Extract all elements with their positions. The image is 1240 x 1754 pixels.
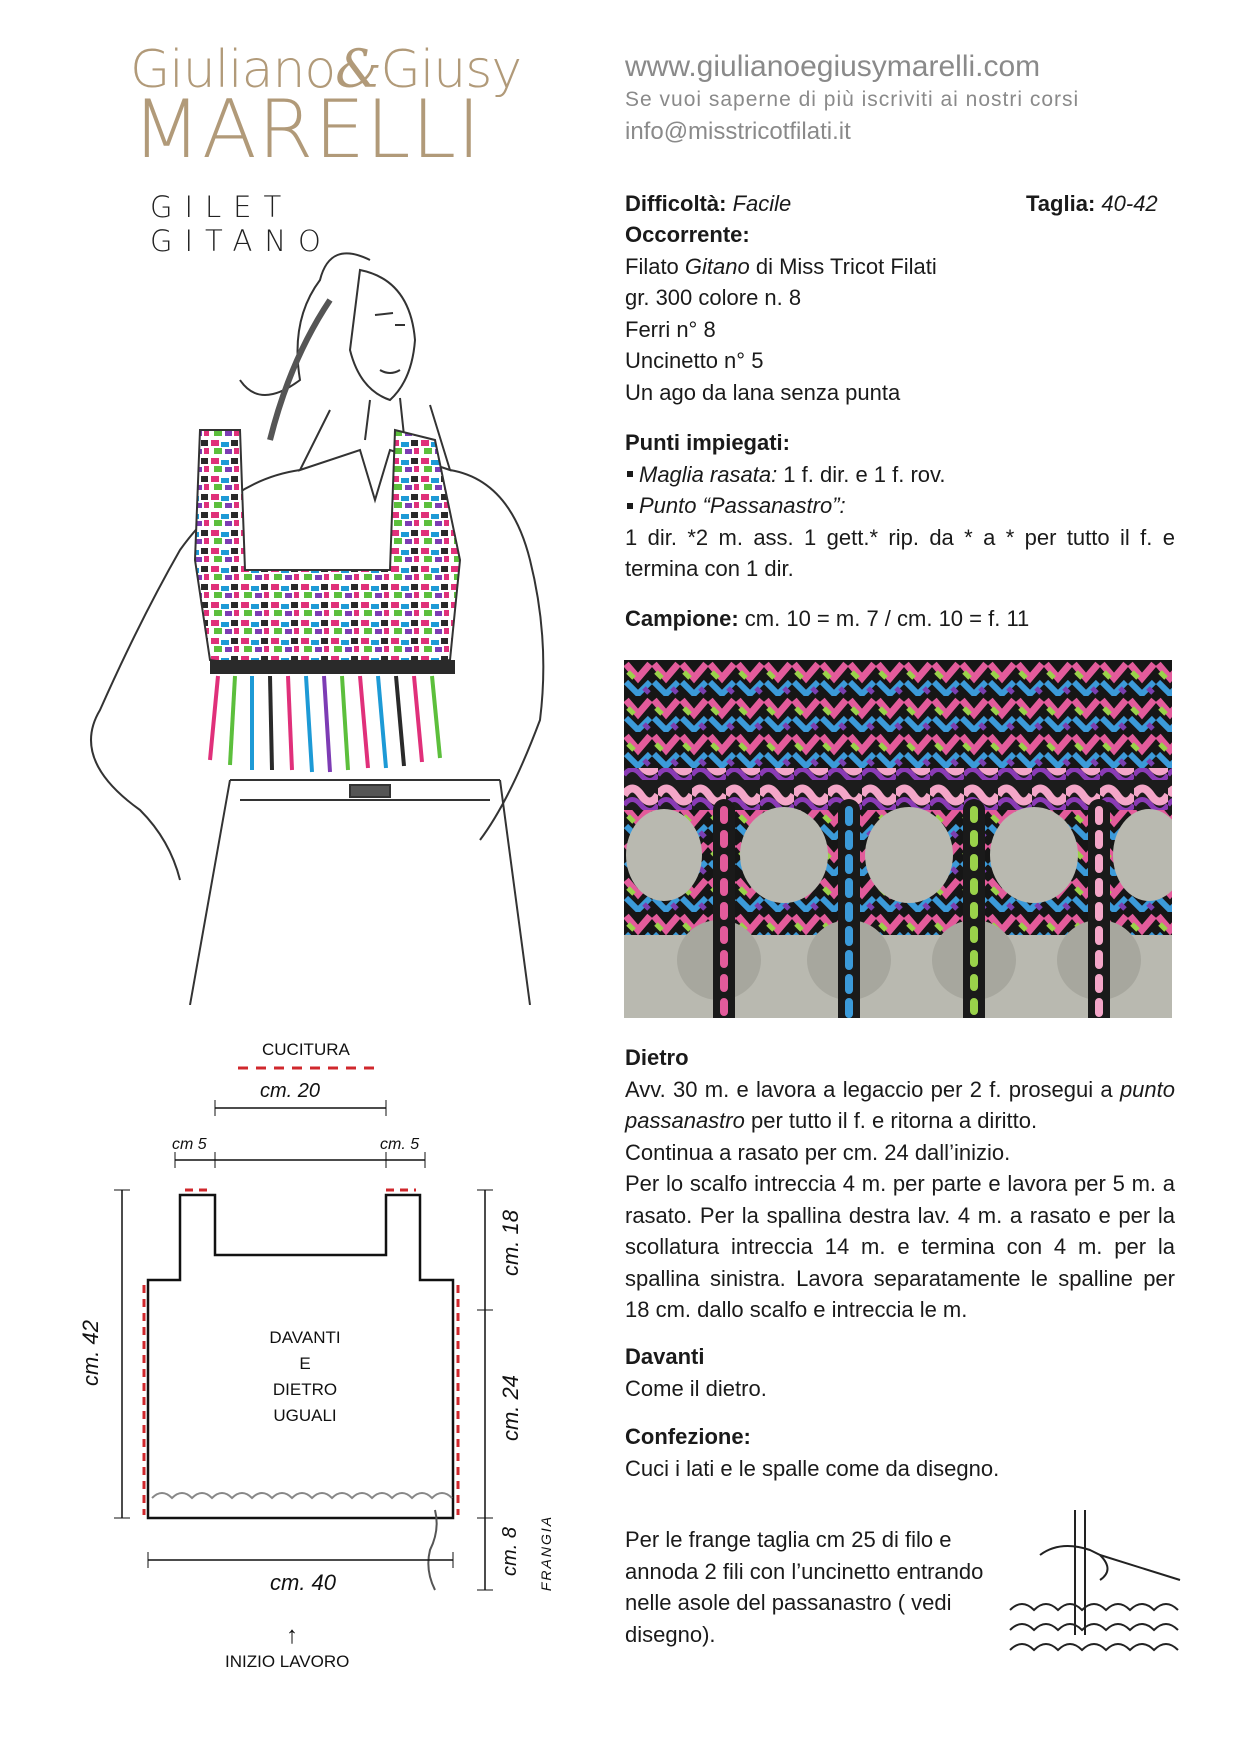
front-section: Davanti Come il dietro. [625, 1341, 1175, 1404]
fringe-knot-illustration [1000, 1510, 1200, 1660]
stitch-item: Punto “Passanastro”: [625, 490, 1175, 522]
gauge: Campione: cm. 10 = m. 7 / cm. 10 = f. 11 [625, 606, 1030, 631]
brand-name-line1: Giuliano&Giusy [130, 40, 522, 100]
bullet-icon [627, 503, 633, 509]
fashion-sketch-illustration [30, 240, 590, 1005]
dim-shoulder-left: cm 5 [172, 1136, 207, 1153]
dim-total-height: cm. 42 [78, 1319, 104, 1387]
courses-subtitle: Se vuoi saperne di più iscriviti ai nostri corsi [625, 88, 1080, 111]
brand-surname: MARELLI [132, 83, 482, 176]
dim-shoulder-right: cm. 5 [380, 1136, 420, 1153]
back-heading: Dietro [625, 1045, 689, 1070]
materials-item: Uncinetto n° 5 [625, 348, 764, 373]
stitches-section [625, 427, 1175, 585]
finishing-heading: Confezione: [625, 1424, 751, 1449]
materials-item: Ferri n° 8 [625, 316, 716, 342]
difficulty: Difficoltà: Facile [625, 191, 792, 216]
materials-section [625, 219, 1175, 408]
size: Taglia: 40-42 [1026, 191, 1158, 216]
pattern-schematic [60, 1040, 580, 1690]
seam-legend-label: CUCITURA [262, 1040, 350, 1059]
brand-ampersand: & [335, 40, 381, 100]
materials-heading: Occorrente: [625, 222, 750, 247]
model-title: GILET GITANO [150, 190, 333, 258]
email-link[interactable]: info@misstricotfilati.it [625, 118, 851, 145]
materials-item: Un ago da lana senza punta [625, 379, 901, 405]
back-section: Dietro Avv. 30 m. e lavora a legaccio per 2 f. prosegui a punto passanastro per tutto il f. e ritorna a diritto. Continua a rasato per cm. 24 dall’inizio. Per lo scalfo intreccia 4 m. per parte e lavora per 5 m. a rasato. Per la spallina destra lav. 4 m. a rasato e per la scollatura intreccia 14 m. e termina con 4 m. per la spallina sinistra. Lavora separatamente le spalline per 18 cm. dallo scalfo e intreccia le m. [625, 1042, 1175, 1326]
finishing-section: Confezione: Cuci i lati e le spalle come da disegno. [625, 1421, 1175, 1484]
fringe-label: FRANGIA [538, 1514, 555, 1592]
front-heading: Davanti [625, 1344, 705, 1369]
dim-neck-width: cm. 20 [260, 1080, 321, 1102]
yarn-swatch-photo [624, 660, 1172, 1018]
dim-body-height: cm. 24 [498, 1374, 524, 1442]
stitches-heading: Punti impiegati: [625, 430, 790, 455]
yarn-line: Filato Gitano di Miss Tricot Filati [625, 253, 937, 279]
website-link[interactable]: www.giulianoegiusymarelli.com [625, 50, 1041, 83]
stitch-item: Maglia rasata: 1 f. dir. e 1 f. rov. [625, 459, 1175, 491]
dim-bottom-width: cm. 40 [270, 1570, 337, 1595]
dim-fringe-height: cm. 8 [498, 1527, 521, 1576]
dim-strap-height: cm. 18 [498, 1209, 524, 1277]
materials-item: gr. 300 colore n. 8 [625, 285, 802, 310]
center-note: DAVANTI E DIETRO UGUALI [269, 1328, 341, 1425]
start-work-label: INIZIO LAVORO [225, 1652, 350, 1671]
bullet-icon [627, 471, 633, 477]
fringe-instructions: Per le frange taglia cm 25 di filo e annoda 2 fili con l’uncinetto entrando nelle asole del passanastro ( vedi disegno). [625, 1527, 984, 1647]
stitch-desc: 1 dir. *2 m. ass. 1 gett.* rip. da * a * per tutto il f. e termina con 1 dir. [625, 524, 1175, 581]
arrow-up-icon: ↑ [286, 1622, 298, 1649]
